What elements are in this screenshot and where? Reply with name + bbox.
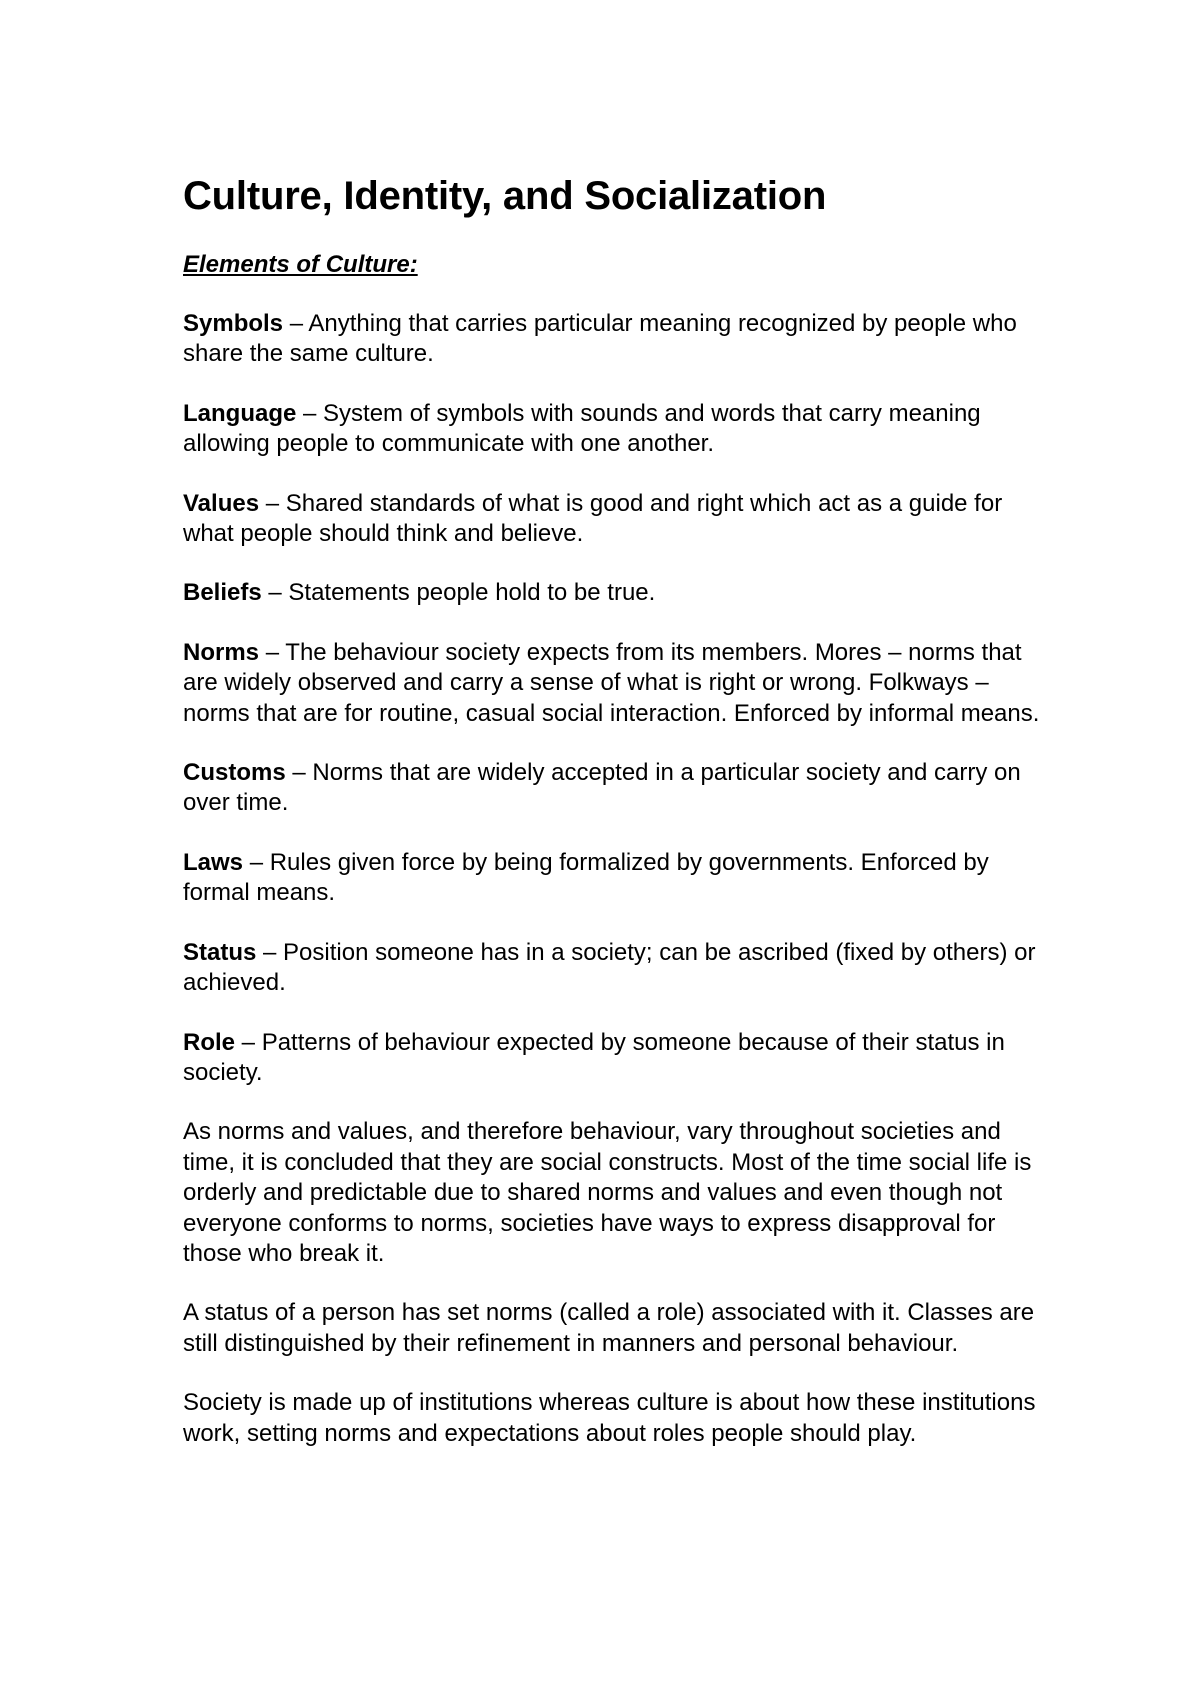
term-separator: –	[259, 489, 286, 517]
term-separator: –	[285, 759, 313, 787]
body-paragraph: A status of a person has set norms (called a role) associated with it. Classes are still distinguished by their refinement in manners and personal behaviour.	[183, 1299, 1035, 1357]
term-separator: –	[243, 848, 270, 876]
term-definition: The behaviour society expects from its members. Mores – norms that are widely observed and carry a sense of what is right or wrong. Folkways – norms that are for routine, casual social interaction. Enforced by informal means.	[183, 638, 1040, 727]
term-separator: –	[235, 1028, 262, 1056]
term-definition: Position someone has in a society; can be ascribed (fixed by others) or achieved.	[183, 938, 1036, 997]
term-label: Customs	[183, 759, 286, 787]
term-definition: Rules given force by being formalized by governments. Enforced by formal means.	[183, 848, 989, 907]
term-separator: –	[261, 579, 289, 607]
body-paragraph: As norms and values, and therefore behaviour, vary throughout societies and time, it is concluded that they are social constructs. Most of the time social life is orderly and predictable due to shared norms and values and even though not everyone conforms to norms, societies have ways to express disapproval for those who break it.	[183, 1118, 1032, 1267]
definition-entry-values	[183, 489, 1043, 550]
term-definition: Shared standards of what is good and right which act as a guide for what people should think and believe.	[183, 489, 1003, 548]
term-definition: Patterns of behaviour expected by someone because of their status in society.	[183, 1028, 1005, 1086]
term-label: Beliefs	[183, 579, 262, 607]
term-separator: –	[283, 310, 309, 337]
term-label: Norms	[183, 638, 260, 666]
term-definition: Anything that carries particular meaning recognized by people who share the same culture.	[183, 310, 1017, 368]
definition-entry-role	[183, 1028, 1043, 1089]
term-separator: –	[259, 638, 286, 666]
term-label: Role	[183, 1028, 236, 1056]
term-definition: Statements people hold to be true.	[288, 579, 656, 607]
term-separator: –	[256, 938, 284, 966]
document-title: Culture, Identity, and Socialization	[183, 174, 827, 218]
definition-entry-norms	[183, 638, 1043, 729]
definition-entry-customs	[183, 758, 1043, 819]
body-paragraph: Society is made up of institutions whereas culture is about how these institutions work, setting norms and expectations about roles people should play.	[183, 1389, 1036, 1447]
definition-entry-symbols	[183, 309, 1043, 370]
term-label: Laws	[183, 848, 244, 876]
definition-entry-status	[183, 938, 1043, 999]
term-label: Symbols	[183, 310, 284, 337]
term-definition: Norms that are widely accepted in a particular society and carry on over time.	[183, 759, 1021, 817]
term-separator: –	[296, 399, 324, 427]
section-heading: Elements of Culture:	[183, 251, 418, 278]
document-page	[183, 172, 1043, 1449]
term-definition: System of symbols with sounds and words that carry meaning allowing people to communicate with one another.	[183, 399, 981, 458]
definition-entry-language	[183, 399, 1043, 460]
term-label: Status	[183, 938, 257, 966]
term-label: Values	[183, 489, 260, 517]
term-label: Language	[183, 399, 297, 427]
definition-entry-laws	[183, 848, 1043, 909]
definition-entry-beliefs	[183, 578, 1043, 608]
